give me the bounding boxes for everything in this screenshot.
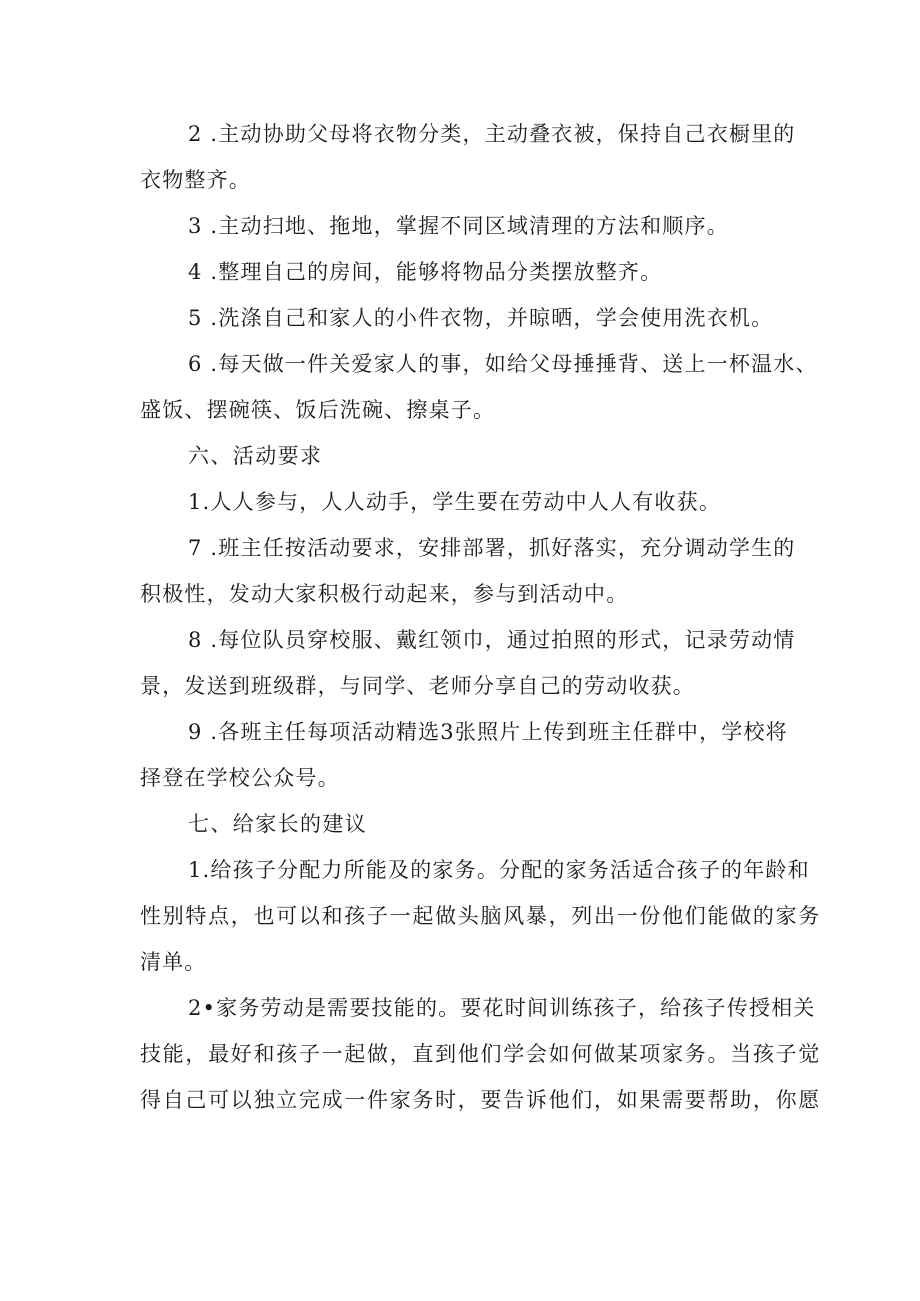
requirement-8-line-1: 8 .每位队员穿校服、戴红领巾，通过拍照的形式，记录劳动情 [188, 628, 796, 652]
item-3: 3 .主动扫地、拖地，掌握不同区域清理的方法和顺序。 [188, 214, 729, 238]
requirement-9-line-1: 9 .各班主任每项活动精选3张照片上传到班主任群中，学校将 [188, 720, 788, 744]
item-4: 4 .整理自己的房间，能够将物品分类摆放整齐。 [188, 260, 663, 284]
suggestion-1-line-2: 性别特点，也可以和孩子一起做头脑风暴，列出一份他们能做的家务 [140, 904, 821, 928]
suggestion-1-line-1: 1.给孩子分配力所能及的家务。分配的家务活适合孩子的年龄和 [188, 858, 810, 882]
requirement-8-line-2: 景，发送到班级群，与同学、老师分享自己的劳动收获。 [140, 674, 695, 698]
suggestion-2-line-3: 得自己可以独立完成一件家务时，要告诉他们，如果需要帮助，你愿 [140, 1088, 821, 1112]
requirement-7-line-2: 积极性，发动大家积极行动起来，参与到活动中。 [140, 582, 629, 606]
document-body [140, 111, 821, 1123]
requirement-9-line-2: 择登在学校公众号。 [140, 766, 340, 790]
item-6-line-1: 6 .每天做一件关爱家人的事，如给父母捶捶背、送上一杯温水、 [188, 352, 818, 376]
item-2-line-1: 2 .主动协助父母将衣物分类，主动叠衣被，保持自己衣橱里的 [188, 122, 796, 146]
item-2-line-2: 衣物整齐。 [140, 168, 251, 192]
requirement-7-line-1: 7 .班主任按活动要求，安排部署，抓好落实，充分调动学生的 [188, 536, 796, 560]
suggestion-2-line-2: 技能，最好和孩子一起做，直到他们学会如何做某项家务。当孩子觉 [140, 1042, 821, 1066]
section-heading-activity-requirements: 六、活动要求 [188, 444, 323, 468]
requirement-1: 1.人人参与，人人动手，学生要在劳动中人人有收获。 [188, 490, 722, 514]
item-6-line-2: 盛饭、摆碗筷、饭后洗碗、擦桌子。 [140, 398, 496, 422]
suggestion-2-line-1: 2•家务劳动是需要技能的。要花时间训练孩子，给孩子传授相关 [188, 996, 816, 1020]
suggestion-1-line-3: 清单。 [140, 950, 207, 974]
section-heading-parent-suggestions: 七、给家长的建议 [188, 812, 368, 836]
item-5: 5 .洗涤自己和家人的小件衣物，并晾晒，学会使用洗衣机。 [188, 306, 774, 330]
